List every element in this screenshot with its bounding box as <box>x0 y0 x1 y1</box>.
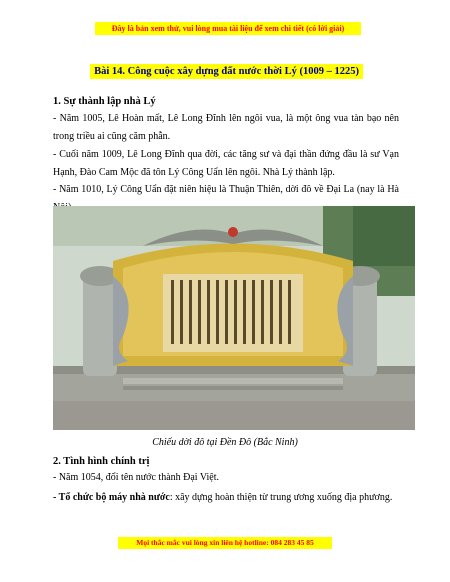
state-apparatus-text: : xây dựng hoàn thiện từ trung ương xuống địa phương. <box>169 492 393 503</box>
paragraph-1005: - Năm 1005, Lê Hoàn mất, Lê Long Đĩnh lên ngôi vua, là một ông vua tàn bạo nên trong triều ai cũng căm phẫn. <box>53 113 399 142</box>
preview-notice-banner: Đây là bản xem thử, vui lòng mua tài liệu để xem chi tiết (có lời giải) <box>95 22 361 35</box>
paragraph-state-apparatus <box>53 489 399 507</box>
lesson-title: Bài 14. Công cuộc xây dựng đất nước thời Lý (1009 – 1225) <box>90 64 363 79</box>
state-apparatus-label: - Tổ chức bộ máy nhà nước <box>53 492 170 503</box>
paragraph-1009: - Cuối năm 1009, Lê Long Đĩnh qua đời, các tăng sư và đại thần đứng đầu là sư Vạn Hạnh, Đào Cam Mộc đã tôn Lý Công Uẩn lên ngôi. Nhà Lý thành lập. <box>53 149 399 178</box>
figure-caption: Chiếu dời đô tại Đền Đô (Bắc Ninh) <box>152 437 298 448</box>
photo-stele-den-do <box>53 206 415 430</box>
paragraph-1010: - Năm 1010, Lý Công Uẩn đặt niên hiệu là Thuận Thiên, dời đô về Đại La (nay là Hà <box>53 184 399 195</box>
section-heading-founding: 1. Sự thành lập nhà Lý <box>53 96 156 107</box>
section-heading-politics: 2. Tình hình chính trị <box>53 456 150 467</box>
paragraph-1054: - Năm 1054, đổi tên nước thành Đại Việt. <box>53 472 220 483</box>
hotline-notice-banner: Mọi thắc mắc vui lòng xin liên hệ hotline: 084 283 45 85 <box>118 537 332 549</box>
